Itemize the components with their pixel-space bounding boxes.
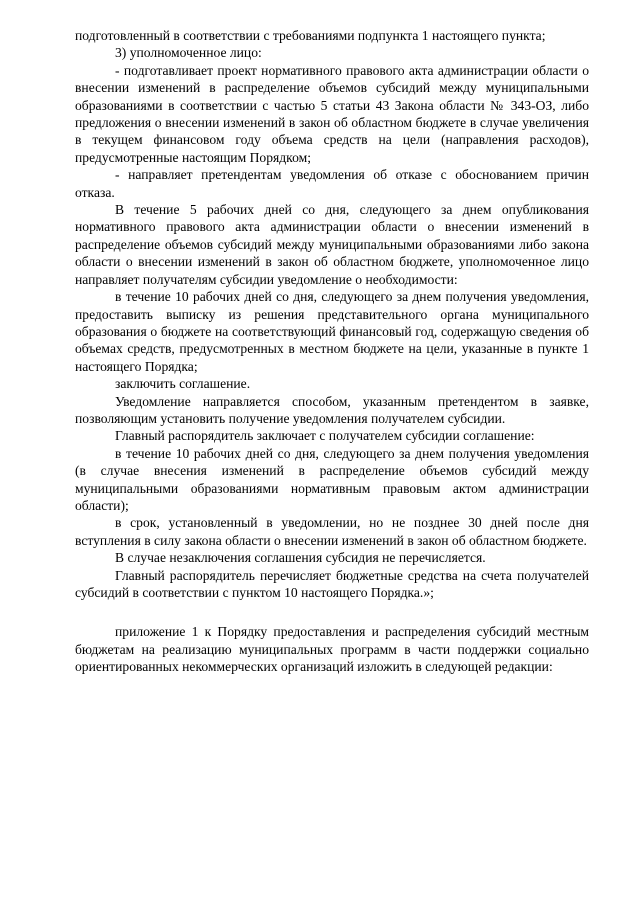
paragraph: 3) уполномоченное лицо:	[115, 45, 262, 61]
paragraph: В случае незаключения соглашения субсидия не перечисляется.	[115, 550, 486, 566]
paragraph: в течение 10 рабочих дней со дня, следующего за днем получения уведомления, предоставить выписку из решения представительного органа муниципального образования о бюджете на соответствующий финансовый год, содержащую сведения об объемах средств, предусмотренных в местном бюджете на цели, указанные в пункте 1 настоящего Порядка;	[75, 289, 589, 374]
blank-line	[75, 601, 589, 623]
paragraph: заключить соглашение.	[115, 376, 251, 392]
document-body	[75, 27, 589, 676]
paragraph: в течение 10 рабочих дней со дня, следующего за днем получения уведомления (в случае внесения изменений в распределение объемов субсидий между муниципальными образованиями нормативным правовым актом администрации области);	[75, 445, 589, 513]
paragraph: подготовленный в соответствии с требованиями подпункта 1 настоящего пункта;	[75, 28, 546, 43]
paragraph: Главный распорядитель перечисляет бюджетные средства на счета получателей субсидий в соответствии с пунктом 10 настоящего Порядка.»;	[75, 567, 589, 600]
paragraph: Главный распорядитель заключает с получателем субсидии соглашение:	[115, 428, 535, 444]
paragraph: - направляет претендентам уведомления об отказе с обоснованием причин отказа.	[75, 167, 589, 200]
paragraph: в срок, установленный в уведомлении, но не позднее 30 дней после дня вступления в силу закона области о внесении изменений в закон об областном бюджете.	[75, 515, 589, 548]
paragraph: - подготавливает проект нормативного правового акта администрации области о внесении изменений в распределение объемов субсидий между муниципальными образованиями в соответствии с частью 5 статьи 43 Закона области № 343-ОЗ, либо предложения о внесении изменений в закон об областном бюджете в случае увеличения в текущем финансовом году объема средств на цели (направления расходов), предусмотренные настоящим Порядком;	[75, 62, 589, 165]
paragraph: В течение 5 рабочих дней со дня, следующего за днем опубликования нормативного правового акта администрации области о внесении изменений в распределение объемов субсидий между муниципальными образованиями либо закона области о внесении изменений в закон об областном бюджете, уполномоченное лицо направляет получателям субсидии уведомление о необходимости:	[75, 202, 589, 287]
paragraph: приложение 1 к Порядку предоставления и распределения субсидий местным бюджетам на реализацию муниципальных программ в части поддержки социально ориентированных некоммерческих организаций изложить в следующей редакции:	[75, 624, 589, 675]
paragraph: Уведомление направляется способом, указанным претендентом в заявке, позволяющим установить получение уведомления получателем субсидии.	[75, 393, 589, 426]
